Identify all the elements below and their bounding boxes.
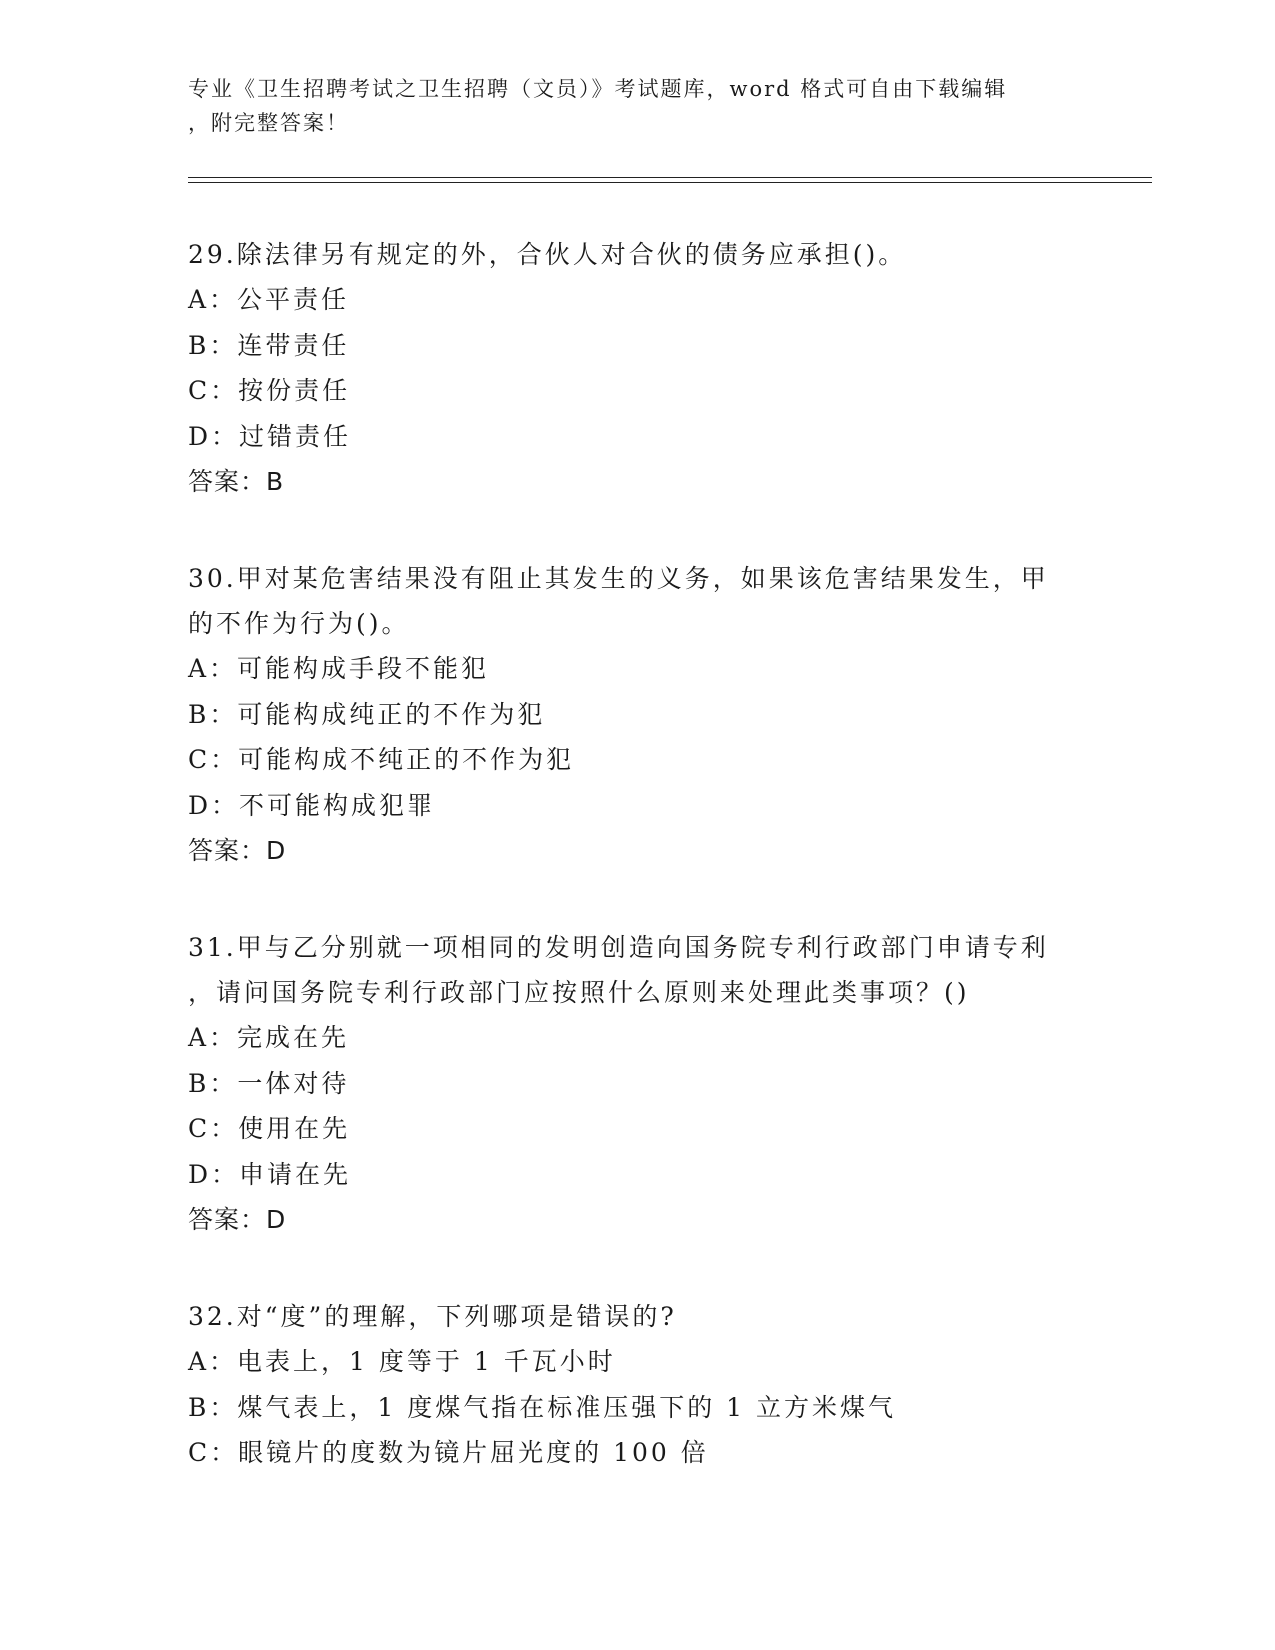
answer: 答案：D — [188, 1205, 287, 1234]
question-list — [188, 232, 1088, 1528]
option-d: D：申请在先 — [188, 1159, 352, 1189]
question-text: 32.对“度”的理解，下列哪项是错误的? — [188, 1302, 677, 1331]
option-a: A：可能构成手段不能犯 — [188, 654, 490, 683]
header-divider-top — [188, 177, 1152, 178]
option-d: D：不可能构成犯罪 — [188, 790, 436, 820]
document-header: 专业《卫生招聘考试之卫生招聘（文员）》考试题库，word 格式可自由下载编辑 ，附完整答案！ — [188, 77, 1008, 135]
option-a: A：完成在先 — [188, 1023, 350, 1052]
question-text: 31.甲与乙分别就一项相同的发明创造向国务院专利行政部门申请专利 ，请问国务院专利行政部门应按照什么原则来处理此类事项？() — [188, 933, 1049, 1007]
option-b: B：煤气表上，1 度煤气指在标准压强下的 1 立方米煤气 — [188, 1392, 897, 1422]
option-a: A：公平责任 — [188, 285, 350, 314]
option-b: B：连带责任 — [188, 330, 350, 360]
option-c: C：眼镜片的度数为镜片屈光度的 100 倍 — [188, 1438, 709, 1467]
option-c: C：可能构成不纯正的不作为犯 — [188, 745, 575, 774]
option-b: B：可能构成纯正的不作为犯 — [188, 699, 546, 729]
question-29 — [188, 232, 1088, 504]
answer: 答案：B — [188, 467, 285, 496]
question-31 — [188, 925, 1088, 1242]
option-c: C：使用在先 — [188, 1114, 351, 1143]
option-b: B：一体对待 — [188, 1068, 350, 1098]
question-30 — [188, 556, 1088, 873]
option-d: D：过错责任 — [188, 421, 352, 451]
question-text: 30.甲对某危害结果没有阻止其发生的义务，如果该危害结果发生，甲 的不作为行为()。 — [188, 564, 1049, 638]
option-c: C：按份责任 — [188, 376, 351, 405]
answer: 答案：D — [188, 836, 287, 865]
question-text: 29.除法律另有规定的外，合伙人对合伙的债务应承担()。 — [188, 240, 907, 269]
header-divider-bottom — [188, 182, 1152, 183]
question-32 — [188, 1294, 1088, 1476]
option-a: A：电表上，1 度等于 1 千瓦小时 — [188, 1347, 616, 1376]
